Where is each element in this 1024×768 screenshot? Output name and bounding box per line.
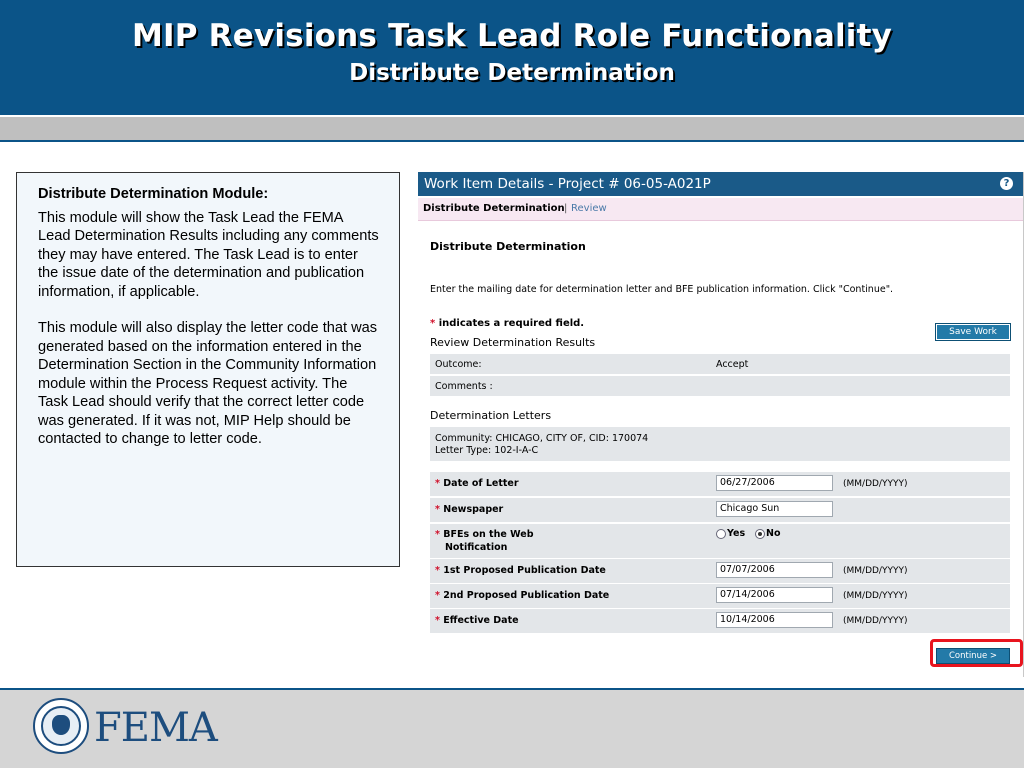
- slide-subtitle: Distribute Determination: [349, 60, 675, 86]
- letters-heading: Determination Letters: [430, 409, 552, 422]
- first-publication-label: * 1st Proposed Publication Date: [435, 565, 606, 576]
- continue-button[interactable]: Continue >: [936, 648, 1010, 664]
- instructions: Enter the mailing date for determination letter and BFE publication information. Click "Continue".: [430, 284, 894, 295]
- effective-date-row: [430, 608, 1010, 633]
- breadcrumb-review-link[interactable]: Review: [571, 203, 607, 214]
- header-divider: [0, 140, 1024, 142]
- breadcrumb-separator: |: [564, 203, 568, 214]
- date-format-hint: (MM/DD/YYYY): [843, 479, 908, 489]
- slide-title: MIP Revisions Task Lead Role Functionality: [131, 18, 893, 54]
- outcome-row: [430, 354, 1010, 374]
- section-title: Distribute Determination: [430, 240, 586, 253]
- date-format-hint: (MM/DD/YYYY): [843, 616, 908, 626]
- breadcrumb-current: Distribute Determination: [423, 203, 565, 214]
- effective-date-input[interactable]: 10/14/2006: [716, 612, 833, 628]
- description-paragraph-1: This module will show the Task Lead the FEMA Lead Determination Results including any comments they may have entered. The Task Lead is to enter the issue date of the determination and publication information, if applicable.: [38, 209, 379, 300]
- newspaper-input[interactable]: Chicago Sun: [716, 501, 833, 517]
- date-format-hint: (MM/DD/YYYY): [843, 591, 908, 601]
- bfes-yes-radio[interactable]: [716, 529, 726, 539]
- second-publication-input[interactable]: 07/14/2006: [716, 587, 833, 603]
- effective-date-label: * Effective Date: [435, 615, 519, 626]
- bfes-label: * BFEs on the Web Notification: [435, 529, 534, 553]
- bfes-row: [430, 523, 1010, 558]
- second-publication-row: [430, 583, 1010, 608]
- slide-header: [0, 0, 1024, 115]
- bfes-no-label: No: [766, 528, 781, 539]
- newspaper-label: * Newspaper: [435, 504, 504, 515]
- work-item-panel: [418, 172, 1024, 677]
- window-title: Work Item Details - Project # 06-05-A021P: [424, 176, 711, 192]
- newspaper-row: [430, 497, 1010, 522]
- required-note: [430, 318, 584, 329]
- first-publication-row: [430, 558, 1010, 583]
- first-publication-input[interactable]: 07/07/2006: [716, 562, 833, 578]
- description-box: [16, 172, 400, 567]
- comments-label: Comments :: [435, 381, 493, 392]
- outcome-label: Outcome:: [435, 359, 482, 370]
- date-format-hint: (MM/DD/YYYY): [843, 566, 908, 576]
- header-band: [0, 116, 1024, 141]
- help-icon[interactable]: ?: [1000, 177, 1013, 190]
- breadcrumb: [418, 198, 1023, 221]
- dhs-seal-icon: [33, 698, 89, 754]
- description-heading: Distribute Determination Module:: [38, 186, 269, 202]
- slide-footer: [0, 690, 1024, 768]
- date-of-letter-label: * Date of Letter: [435, 478, 519, 489]
- review-heading: Review Determination Results: [430, 336, 596, 349]
- bfes-radio-group: [716, 528, 781, 539]
- outcome-value: Accept: [716, 359, 749, 370]
- required-star: *: [430, 318, 436, 329]
- date-of-letter-row: [430, 471, 1010, 496]
- window-titlebar: [418, 172, 1023, 196]
- save-work-button[interactable]: Save Work: [935, 323, 1011, 341]
- community-line: Community: CHICAGO, CITY OF, CID: 170074: [435, 433, 649, 444]
- second-publication-label: * 2nd Proposed Publication Date: [435, 590, 610, 601]
- date-of-letter-input[interactable]: 06/27/2006: [716, 475, 833, 491]
- letter-type-line: Letter Type: 102-I-A-C: [435, 445, 539, 456]
- bfes-yes-label: Yes: [727, 528, 746, 539]
- description-paragraph-2: This module will also display the letter code that was generated based on the information entered in the Determination Section in the Community Information module within the Process Request activity. The Task Lead should verify that the correct letter code was generated. If it was not, MIP Help should be contacted to change to letter code.: [38, 320, 378, 447]
- letters-box: [430, 427, 1010, 461]
- fema-logo: FEMA: [94, 705, 217, 751]
- bfes-no-radio[interactable]: [755, 529, 765, 539]
- highlight-box: [930, 639, 1023, 667]
- comments-row: [430, 376, 1010, 396]
- required-note-text: indicates a required field.: [438, 318, 585, 329]
